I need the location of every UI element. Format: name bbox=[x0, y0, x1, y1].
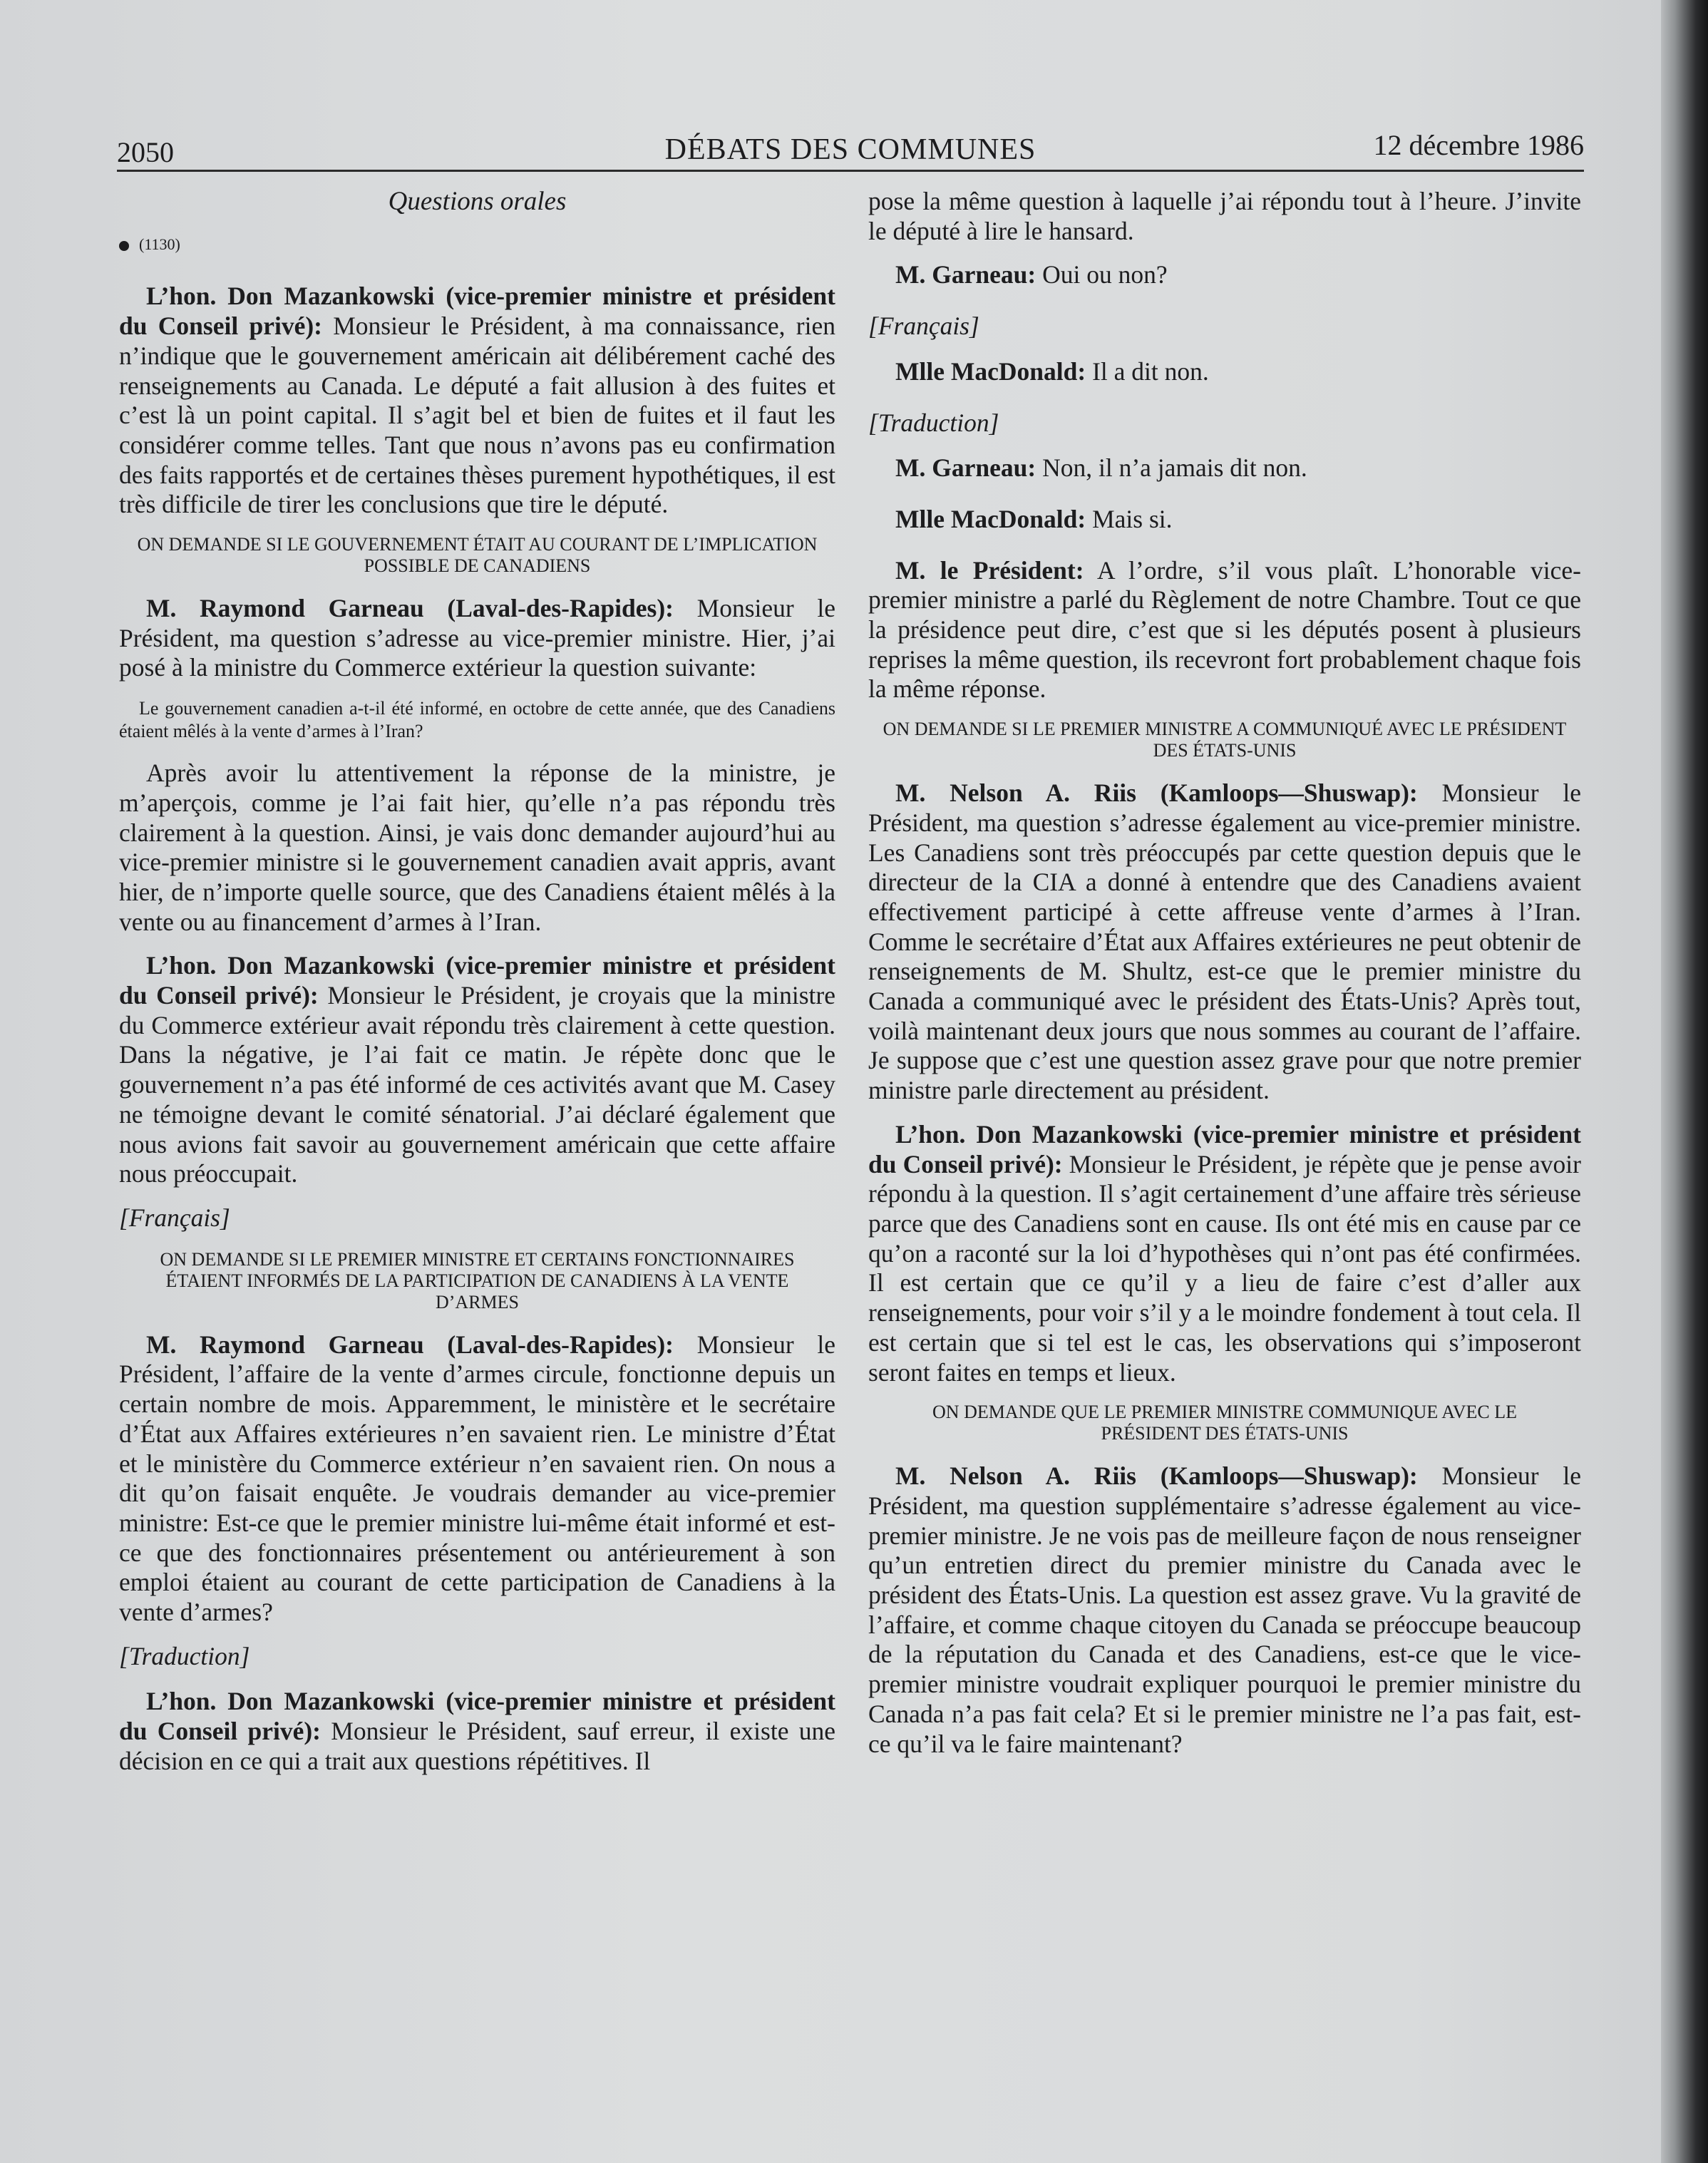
language-marker: [Français] bbox=[868, 312, 979, 341]
speech-paragraph bbox=[868, 1120, 1581, 1387]
speaker-name: M. Raymond Garneau (Laval-des-Rapides): bbox=[146, 594, 674, 623]
right-column bbox=[868, 187, 1581, 1773]
language-marker: [Traduction] bbox=[868, 408, 999, 437]
bullet-icon bbox=[119, 241, 129, 251]
speech-paragraph: Après avoir lu attentivement la réponse de la ministre, je m’aperçois, comme je l’ai fait hier, qu’elle n’a pas répondu très clairement à la question. Ainsi, je vais donc demander aujourd’hui au vice-premier ministre si le gouvernement canadien avait appris, avant hier, de n’importe quelle source, que des Canadiens étaient mêlés à la vente ou au financement d’armes à l’Iran. bbox=[119, 759, 835, 936]
speaker-name: M. le Président: bbox=[895, 555, 1084, 585]
speaker-name: Mlle MacDonald: bbox=[895, 356, 1086, 386]
speech-text: Monsieur le Président, à ma connaissance, rien n’indique que le gouvernement américain ait délibérement caché des renseignements au Canada. Le député a fait allusion à des fuites et c’est là un point capital. Il s’agit bel et bien de fuites et il faut les considérer comme telles. Tant que nous n’avons pas eu confirmation des faits rapportés et de certaines thèses purement hypothétiques, il est très difficile de tirer les conclusions que tire le député. bbox=[119, 312, 835, 519]
speech-paragraph bbox=[119, 951, 835, 1189]
section-heading: ON DEMANDE SI LE PREMIER MINISTRE ET CERTAINS FONCTIONNAIRES ÉTAIENT INFORMÉS DE LA PARTICIPATION DE CANADIENS À LA VENTE D’ARMES bbox=[160, 1248, 795, 1312]
speech-text: Monsieur le Président, ma question s’adresse également au vice-premier ministre. Les Canadiens sont très préoccupés par cette question depuis que le directeur de la CIA a donné à entendre que des Canadiens avaient effectivement participé à cette affreuse vente d’armes à l’Iran. Comme le secrétaire d’État aux Affaires extérieures ne peut obtenir de renseignements de M. Shultz, est-ce que le premier ministre du Canada a communiqué avec le président des États-Unis? Après tout, voilà maintenant deux jours que nous sommes au courant de l’affaire. Je suppose que c’est une question assez grave pour que notre premier ministre parle directement au président. bbox=[868, 779, 1581, 1105]
speech-paragraph bbox=[119, 282, 835, 520]
quoted-question: Le gouvernement canadien a-t-il été informé, en octobre de cette année, que des Canadiens étaient mêlés à la vente d’armes à l’Iran? bbox=[119, 698, 835, 742]
speech-text: Mais si. bbox=[1086, 504, 1173, 533]
speaker-name: M. Nelson A. Riis (Kamloops—Shuswap): bbox=[895, 779, 1418, 808]
book-binding-edge bbox=[1661, 0, 1708, 2163]
speech-text: Monsieur le Président, je répète que je pense avoir répondu à la question. Il s’agit certainement d’une affaire très sérieuse parce que des Canadiens sont en cause. Ils ont été mis en cause par ce qu’on a raconté sur la loi d’hypothèses qui n’ont pas été confirmées. Il est certain que ce qu’il y a lieu de faire c’est d’aller aux renseignements, pour voir s’il y a le moindre fondement à tout cela. Il est certain que si tel est le cas, les observations qui s’imposeront seront faites en temps et lieux. bbox=[868, 1149, 1581, 1387]
speaker-name: M. Raymond Garneau (Laval-des-Rapides): bbox=[146, 1330, 674, 1359]
speech-paragraph bbox=[119, 594, 835, 683]
speech-text: Monsieur le Président, ma question supplémentaire s’adresse également au vice-premier ministre. Je ne vois pas de meilleure façon de nous renseigner qu’un entretien direct du premier ministre du Canada avec le président des États-Unis. La question est assez grave. Vu la gravité de l’affaire, et comme chaque citoyen du Canada se préoccupe beaucoup de la réputation du Canada et des Canadiens, est-ce que le vice-premier ministre voudrait expliquer pourquoi le premier ministre du Canada n’a pas fait cela? Et si le premier ministre ne l’a pas fait, est-ce qu’il va le faire maintenant? bbox=[868, 1461, 1581, 1758]
speech-paragraph bbox=[868, 556, 1581, 705]
left-column bbox=[119, 187, 835, 1791]
section-heading: ON DEMANDE QUE LE PREMIER MINISTRE COMMUNIQUE AVEC LE PRÉSIDENT DES ÉTATS-UNIS bbox=[932, 1402, 1517, 1444]
speech-paragraph bbox=[868, 779, 1581, 1106]
speech-text: Monsieur le Président, ma question s’adresse au vice-premier ministre. Hier, j’ai posé à la ministre du Commerce extérieur la question suivante: bbox=[119, 594, 835, 682]
speech-paragraph bbox=[868, 505, 1581, 535]
time-marker-text: (1130) bbox=[139, 235, 180, 253]
speech-paragraph bbox=[868, 260, 1581, 290]
speaker-name: L’hon. Don Mazankowski (vice-premier ministre et président du Conseil privé): bbox=[868, 1119, 1581, 1178]
page-number: 2050 bbox=[117, 136, 174, 168]
speech-paragraph bbox=[119, 1330, 835, 1628]
section-title: Questions orales bbox=[388, 187, 567, 216]
speech-paragraph bbox=[868, 453, 1581, 483]
time-marker bbox=[119, 230, 835, 260]
speech-paragraph bbox=[119, 1687, 835, 1776]
speech-text: Oui ou non? bbox=[1036, 260, 1168, 289]
page-header bbox=[117, 128, 1584, 172]
language-marker: [Français] bbox=[119, 1203, 230, 1232]
speech-text: Monsieur le Président, l’affaire de la vente d’armes circule, fonctionne depuis un certain nombre de mois. Apparemment, le ministère et le secrétaire d’État aux Affaires extérieures n’en savaient rien. Le ministre d’État et le ministère du Commerce extérieur n’en savaient rien. On nous a dit qu’on faisait enquête. Je voudrais demander au vice-premier ministre: Est-ce que le premier ministre lui-même était informé et est-ce que des fonctionnaires présentement ou antérieurement à son emploi étaient au courant de cette participation de Canadiens à la vente d’armes? bbox=[119, 1330, 835, 1627]
speaker-name: M. Garneau: bbox=[895, 453, 1036, 483]
publication-date: 12 décembre 1986 bbox=[1373, 129, 1584, 161]
speech-text: Il a dit non. bbox=[1086, 356, 1209, 386]
speaker-name: Mlle MacDonald: bbox=[895, 504, 1086, 533]
speech-text: Monsieur le Président, je croyais que la ministre du Commerce extérieur avait répondu très clairement à cette question. Dans la négative, je l’ai fait ce matin. Je répète donc que le gouvernement n’a pas été informé de ces activités avant que M. Casey ne témoigne devant le comité sénatorial. J’ai déclaré également que nous avions fait savoir au gouvernement américain que cette affaire nous préoccupait. bbox=[119, 981, 835, 1188]
speech-continuation: pose la même question à laquelle j’ai répondu tout à l’heure. J’invite le député à lire le hansard. bbox=[868, 187, 1581, 245]
speech-paragraph bbox=[868, 357, 1581, 387]
speech-text: Non, il n’a jamais dit non. bbox=[1036, 453, 1307, 483]
speaker-name: L’hon. Don Mazankowski (vice-premier ministre et président du Conseil privé): bbox=[119, 282, 835, 341]
journal-title: DÉBATS DES COMMUNES bbox=[664, 133, 1036, 166]
speaker-name: L’hon. Don Mazankowski (vice-premier ministre et président du Conseil privé): bbox=[119, 951, 835, 1010]
section-heading: ON DEMANDE SI LE GOUVERNEMENT ÉTAIT AU COURANT DE L’IMPLICATION POSSIBLE DE CANADIENS bbox=[137, 534, 818, 577]
speaker-name: M. Nelson A. Riis (Kamloops—Shuswap): bbox=[895, 1461, 1418, 1491]
language-marker: [Traduction] bbox=[119, 1641, 250, 1670]
speaker-name: M. Garneau: bbox=[895, 260, 1036, 289]
speaker-name: L’hon. Don Mazankowski (vice-premier ministre et président du Conseil privé): bbox=[119, 1687, 835, 1746]
speech-paragraph bbox=[868, 1461, 1581, 1759]
section-heading: ON DEMANDE SI LE PREMIER MINISTRE A COMMUNIQUÉ AVEC LE PRÉSIDENT DES ÉTATS-UNIS bbox=[883, 719, 1567, 761]
speech-text: Monsieur le Président, sauf erreur, il existe une décision en ce qui a trait aux questions répétitives. Il bbox=[119, 1717, 835, 1775]
speech-text: A l’ordre, s’il vous plaît. L’honorable vice-premier ministre a parlé du Règlement de notre Chambre. Tout ce que la présidence peut dire, c’est que si les députés posent à plusieurs reprises la même question, ils recevront fort probablement chaque fois la même réponse. bbox=[868, 555, 1581, 704]
